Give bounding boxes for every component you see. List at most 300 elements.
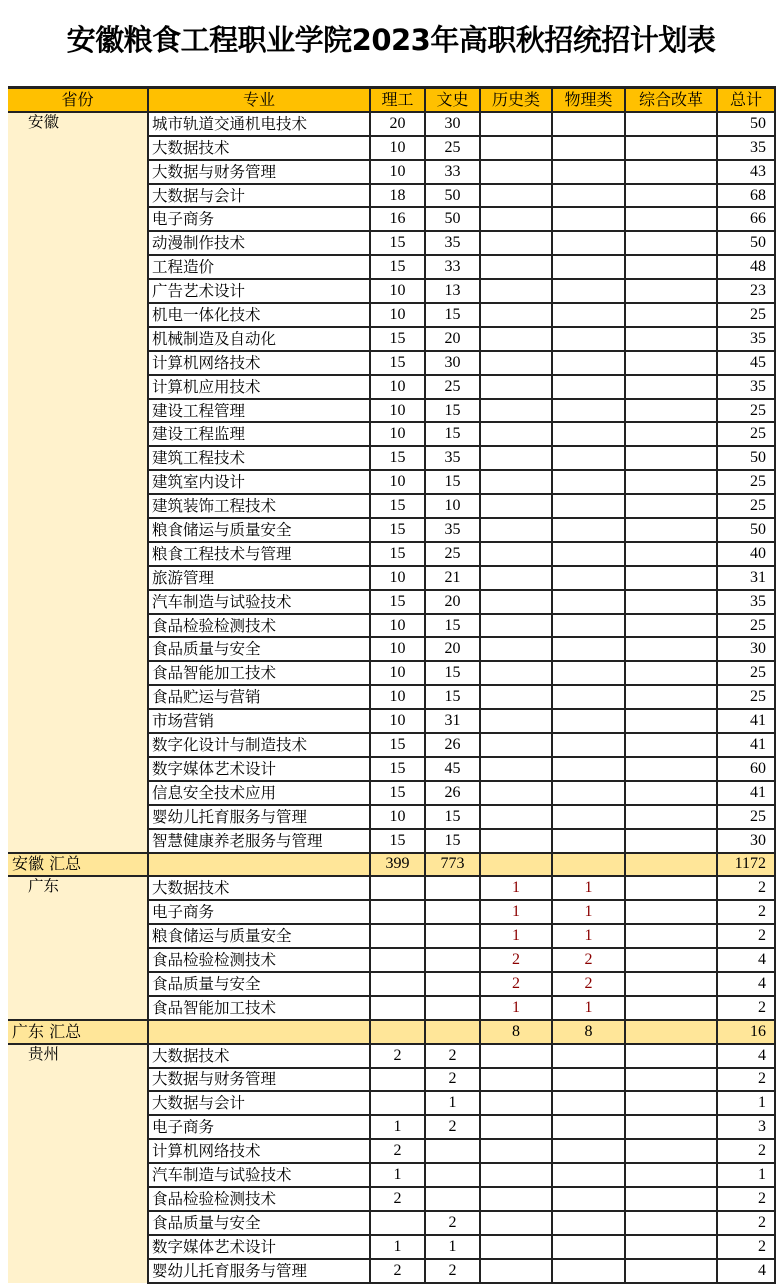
header-comprehensive: 综合改革	[625, 88, 717, 112]
comprehensive-cell	[625, 1139, 717, 1163]
total-cell: 2	[717, 1211, 775, 1235]
arts-cell: 25	[425, 375, 480, 399]
arts-cell: 25	[425, 542, 480, 566]
major-cell: 食品检验检测技术	[148, 948, 370, 972]
history-cell	[480, 661, 552, 685]
total-cell: 40	[717, 542, 775, 566]
physics-cell	[552, 1235, 625, 1259]
science-cell: 15	[370, 542, 425, 566]
comprehensive-cell	[625, 590, 717, 614]
comprehensive-cell	[625, 614, 717, 638]
arts-cell: 1	[425, 1235, 480, 1259]
major-cell: 婴幼儿托育服务与管理	[148, 805, 370, 829]
major-cell: 计算机应用技术	[148, 375, 370, 399]
comprehensive-cell	[625, 996, 717, 1020]
arts-cell: 2	[425, 1115, 480, 1139]
comprehensive-cell	[625, 207, 717, 231]
physics-cell: 1	[552, 924, 625, 948]
physics-cell: 1	[552, 876, 625, 900]
arts-cell: 30	[425, 351, 480, 375]
arts-cell	[425, 972, 480, 996]
physics-cell	[552, 184, 625, 208]
physics-cell	[552, 136, 625, 160]
total-cell: 2	[717, 1139, 775, 1163]
arts-cell: 33	[425, 160, 480, 184]
history-cell	[480, 1259, 552, 1283]
science-cell: 2	[370, 1187, 425, 1211]
enrollment-plan-table	[8, 86, 776, 1284]
science-cell: 10	[370, 279, 425, 303]
total-cell: 25	[717, 494, 775, 518]
major-cell: 大数据技术	[148, 876, 370, 900]
physics-cell	[552, 494, 625, 518]
history-cell: 1	[480, 900, 552, 924]
physics-cell	[552, 805, 625, 829]
arts-cell	[425, 948, 480, 972]
physics-cell	[552, 709, 625, 733]
total-cell: 4	[717, 972, 775, 996]
science-cell: 15	[370, 829, 425, 853]
comprehensive-cell	[625, 494, 717, 518]
science-cell: 15	[370, 781, 425, 805]
arts-cell	[425, 900, 480, 924]
arts-cell: 20	[425, 327, 480, 351]
history-cell: 1	[480, 996, 552, 1020]
major-cell: 机械制造及自动化	[148, 327, 370, 351]
physics-cell	[552, 303, 625, 327]
science-cell: 10	[370, 375, 425, 399]
comprehensive-cell	[625, 1259, 717, 1283]
history-cell	[480, 351, 552, 375]
history-cell	[480, 1235, 552, 1259]
total-cell: 45	[717, 351, 775, 375]
comprehensive-cell	[625, 948, 717, 972]
science-cell: 10	[370, 661, 425, 685]
major-cell: 城市轨道交通机电技术	[148, 112, 370, 136]
total-cell: 60	[717, 757, 775, 781]
comprehensive-cell	[625, 1068, 717, 1092]
history-cell	[480, 279, 552, 303]
history-cell	[480, 1115, 552, 1139]
major-cell: 信息安全技术应用	[148, 781, 370, 805]
major-cell: 旅游管理	[148, 566, 370, 590]
total-cell: 1	[717, 1091, 775, 1115]
comprehensive-cell	[625, 422, 717, 446]
comprehensive-cell	[625, 685, 717, 709]
science-cell: 2	[370, 1259, 425, 1283]
arts-cell: 35	[425, 518, 480, 542]
total-total-cell: 1172	[717, 853, 775, 877]
arts-cell	[425, 996, 480, 1020]
physics-cell	[552, 1044, 625, 1068]
total-cell: 25	[717, 685, 775, 709]
physics-cell	[552, 279, 625, 303]
major-cell: 工程造价	[148, 255, 370, 279]
arts-cell: 30	[425, 112, 480, 136]
science-cell: 18	[370, 184, 425, 208]
arts-cell: 35	[425, 446, 480, 470]
total-cell: 66	[717, 207, 775, 231]
total-cell: 30	[717, 829, 775, 853]
major-cell: 汽车制造与试验技术	[148, 590, 370, 614]
history-cell	[480, 685, 552, 709]
header-arts: 文史	[425, 88, 480, 112]
major-cell: 广告艺术设计	[148, 279, 370, 303]
arts-cell: 15	[425, 470, 480, 494]
major-cell: 建设工程管理	[148, 399, 370, 423]
science-cell: 1	[370, 1115, 425, 1139]
science-cell	[370, 1068, 425, 1092]
science-cell: 10	[370, 614, 425, 638]
history-cell	[480, 303, 552, 327]
science-cell: 20	[370, 112, 425, 136]
major-cell: 食品检验检测技术	[148, 614, 370, 638]
physics-cell	[552, 470, 625, 494]
history-cell	[480, 112, 552, 136]
total-cell: 31	[717, 566, 775, 590]
physics-cell: 1	[552, 996, 625, 1020]
table-row	[8, 112, 775, 136]
history-cell	[480, 327, 552, 351]
history-cell	[480, 757, 552, 781]
science-cell: 16	[370, 207, 425, 231]
comprehensive-cell	[625, 566, 717, 590]
physics-cell	[552, 685, 625, 709]
header-physics: 物理类	[552, 88, 625, 112]
physics-cell	[552, 231, 625, 255]
total-cell: 2	[717, 924, 775, 948]
major-cell: 数字媒体艺术设计	[148, 757, 370, 781]
comprehensive-cell	[625, 279, 717, 303]
total-cell: 4	[717, 1044, 775, 1068]
major-cell: 大数据与财务管理	[148, 160, 370, 184]
physics-cell	[552, 399, 625, 423]
history-cell	[480, 231, 552, 255]
arts-cell: 20	[425, 637, 480, 661]
province-cell: 广东	[8, 876, 148, 1019]
history-cell	[480, 829, 552, 853]
science-cell: 10	[370, 470, 425, 494]
total-cell: 41	[717, 781, 775, 805]
header-history: 历史类	[480, 88, 552, 112]
total-cell: 2	[717, 900, 775, 924]
comprehensive-cell	[625, 112, 717, 136]
major-cell: 食品质量与安全	[148, 637, 370, 661]
physics-cell	[552, 518, 625, 542]
physics-cell	[552, 566, 625, 590]
comprehensive-cell	[625, 518, 717, 542]
comprehensive-cell	[625, 1235, 717, 1259]
physics-cell	[552, 1139, 625, 1163]
comprehensive-cell	[625, 327, 717, 351]
summary-row	[8, 853, 775, 877]
major-cell: 建筑工程技术	[148, 446, 370, 470]
major-cell: 食品质量与安全	[148, 972, 370, 996]
history-cell	[480, 470, 552, 494]
science-cell	[370, 996, 425, 1020]
science-cell: 2	[370, 1044, 425, 1068]
physics-cell	[552, 207, 625, 231]
physics-cell	[552, 637, 625, 661]
arts-cell: 26	[425, 733, 480, 757]
table-row	[8, 876, 775, 900]
major-cell	[148, 853, 370, 877]
physics-cell: 1	[552, 900, 625, 924]
arts-cell: 25	[425, 136, 480, 160]
major-cell: 粮食储运与质量安全	[148, 518, 370, 542]
science-cell: 15	[370, 518, 425, 542]
science-cell	[370, 900, 425, 924]
major-cell: 机电一体化技术	[148, 303, 370, 327]
science-total-cell: 399	[370, 853, 425, 877]
science-cell: 15	[370, 231, 425, 255]
physics-cell	[552, 112, 625, 136]
total-cell: 41	[717, 709, 775, 733]
physics-cell	[552, 255, 625, 279]
total-cell: 30	[717, 637, 775, 661]
physics-cell	[552, 446, 625, 470]
science-cell: 15	[370, 733, 425, 757]
comprehensive-cell	[625, 375, 717, 399]
comprehensive-cell	[625, 757, 717, 781]
history-cell	[480, 1091, 552, 1115]
science-cell	[370, 972, 425, 996]
science-cell: 15	[370, 327, 425, 351]
major-cell: 建筑装饰工程技术	[148, 494, 370, 518]
total-cell: 35	[717, 327, 775, 351]
arts-cell	[425, 876, 480, 900]
total-cell: 48	[717, 255, 775, 279]
arts-cell: 15	[425, 829, 480, 853]
total-cell: 25	[717, 399, 775, 423]
physics-cell	[552, 327, 625, 351]
physics-cell	[552, 590, 625, 614]
arts-cell: 10	[425, 494, 480, 518]
total-cell: 68	[717, 184, 775, 208]
total-cell: 2	[717, 996, 775, 1020]
comprehensive-cell	[625, 184, 717, 208]
history-cell	[480, 542, 552, 566]
history-cell	[480, 399, 552, 423]
major-cell: 大数据技术	[148, 136, 370, 160]
total-cell: 41	[717, 733, 775, 757]
comprehensive-cell	[625, 900, 717, 924]
comprehensive-cell	[625, 876, 717, 900]
major-cell: 电子商务	[148, 1115, 370, 1139]
summary-label: 安徽 汇总	[8, 853, 148, 877]
major-cell	[148, 1020, 370, 1044]
science-cell: 10	[370, 566, 425, 590]
history-cell	[480, 184, 552, 208]
history-cell	[480, 494, 552, 518]
physics-cell	[552, 1091, 625, 1115]
physics-cell	[552, 1187, 625, 1211]
arts-cell	[425, 1163, 480, 1187]
history-cell: 2	[480, 972, 552, 996]
science-cell: 15	[370, 494, 425, 518]
science-cell: 10	[370, 805, 425, 829]
comprehensive-cell	[625, 351, 717, 375]
arts-cell: 1	[425, 1091, 480, 1115]
total-cell: 50	[717, 231, 775, 255]
arts-cell: 2	[425, 1044, 480, 1068]
physics-cell	[552, 375, 625, 399]
arts-cell: 15	[425, 303, 480, 327]
arts-cell: 31	[425, 709, 480, 733]
total-cell: 25	[717, 422, 775, 446]
major-cell: 汽车制造与试验技术	[148, 1163, 370, 1187]
arts-cell: 2	[425, 1211, 480, 1235]
arts-cell: 26	[425, 781, 480, 805]
header-total: 总计	[717, 88, 775, 112]
history-cell	[480, 136, 552, 160]
science-cell: 15	[370, 446, 425, 470]
comprehensive-cell	[625, 924, 717, 948]
history-cell	[480, 1139, 552, 1163]
science-cell: 15	[370, 757, 425, 781]
province-cell: 安徽	[8, 112, 148, 853]
major-cell: 食品智能加工技术	[148, 661, 370, 685]
arts-cell: 50	[425, 184, 480, 208]
science-cell: 10	[370, 136, 425, 160]
history-cell	[480, 207, 552, 231]
history-cell	[480, 590, 552, 614]
header-science: 理工	[370, 88, 425, 112]
science-cell	[370, 948, 425, 972]
major-cell: 大数据与财务管理	[148, 1068, 370, 1092]
total-cell: 25	[717, 661, 775, 685]
total-cell: 2	[717, 1187, 775, 1211]
history-cell	[480, 637, 552, 661]
science-cell	[370, 924, 425, 948]
comprehensive-cell	[625, 733, 717, 757]
comprehensive-cell	[625, 1044, 717, 1068]
major-cell: 建筑室内设计	[148, 470, 370, 494]
comprehensive-cell	[625, 1115, 717, 1139]
major-cell: 电子商务	[148, 900, 370, 924]
science-cell	[370, 1091, 425, 1115]
arts-cell: 35	[425, 231, 480, 255]
total-cell: 23	[717, 279, 775, 303]
header-major: 专业	[148, 88, 370, 112]
physics-cell	[552, 733, 625, 757]
total-cell: 35	[717, 590, 775, 614]
science-cell: 10	[370, 685, 425, 709]
history-cell	[480, 614, 552, 638]
major-cell: 大数据技术	[148, 1044, 370, 1068]
comprehensive-cell	[625, 231, 717, 255]
arts-cell: 33	[425, 255, 480, 279]
arts-cell: 2	[425, 1068, 480, 1092]
physics-cell	[552, 1163, 625, 1187]
arts-cell: 20	[425, 590, 480, 614]
major-cell: 市场营销	[148, 709, 370, 733]
history-total-cell: 8	[480, 1020, 552, 1044]
history-cell: 1	[480, 876, 552, 900]
total-cell: 50	[717, 112, 775, 136]
major-cell: 智慧健康养老服务与管理	[148, 829, 370, 853]
science-cell: 10	[370, 709, 425, 733]
history-cell	[480, 1187, 552, 1211]
science-cell: 10	[370, 422, 425, 446]
history-cell: 2	[480, 948, 552, 972]
comprehensive-total-cell	[625, 1020, 717, 1044]
history-cell	[480, 1211, 552, 1235]
physics-cell	[552, 1259, 625, 1283]
comprehensive-cell	[625, 303, 717, 327]
arts-cell	[425, 1187, 480, 1211]
history-cell	[480, 709, 552, 733]
physics-cell	[552, 1068, 625, 1092]
major-cell: 粮食储运与质量安全	[148, 924, 370, 948]
history-cell	[480, 160, 552, 184]
major-cell: 食品质量与安全	[148, 1211, 370, 1235]
total-cell: 43	[717, 160, 775, 184]
physics-total-cell: 8	[552, 1020, 625, 1044]
header-row	[8, 88, 775, 112]
history-cell	[480, 805, 552, 829]
major-cell: 建设工程监理	[148, 422, 370, 446]
comprehensive-cell	[625, 972, 717, 996]
major-cell: 数字媒体艺术设计	[148, 1235, 370, 1259]
science-cell: 10	[370, 160, 425, 184]
summary-label: 广东 汇总	[8, 1020, 148, 1044]
arts-cell: 45	[425, 757, 480, 781]
comprehensive-cell	[625, 136, 717, 160]
total-cell: 50	[717, 518, 775, 542]
major-cell: 大数据与会计	[148, 184, 370, 208]
history-cell	[480, 1044, 552, 1068]
major-cell: 食品贮运与营销	[148, 685, 370, 709]
history-cell	[480, 781, 552, 805]
science-cell: 15	[370, 351, 425, 375]
science-cell: 2	[370, 1139, 425, 1163]
history-cell	[480, 446, 552, 470]
major-cell: 动漫制作技术	[148, 231, 370, 255]
total-cell: 35	[717, 136, 775, 160]
physics-total-cell	[552, 853, 625, 877]
history-total-cell	[480, 853, 552, 877]
total-cell: 2	[717, 1235, 775, 1259]
physics-cell	[552, 829, 625, 853]
page-title: 安徽粮食工程职业学院2023年高职秋招统招计划表	[66, 23, 716, 57]
comprehensive-cell	[625, 542, 717, 566]
comprehensive-cell	[625, 805, 717, 829]
total-cell: 25	[717, 303, 775, 327]
arts-cell: 15	[425, 422, 480, 446]
comprehensive-cell	[625, 255, 717, 279]
major-cell: 大数据与会计	[148, 1091, 370, 1115]
science-cell	[370, 876, 425, 900]
arts-cell: 15	[425, 805, 480, 829]
comprehensive-cell	[625, 1211, 717, 1235]
comprehensive-cell	[625, 446, 717, 470]
physics-cell	[552, 160, 625, 184]
major-cell: 粮食工程技术与管理	[148, 542, 370, 566]
major-cell: 食品智能加工技术	[148, 996, 370, 1020]
comprehensive-cell	[625, 829, 717, 853]
physics-cell	[552, 542, 625, 566]
total-cell: 25	[717, 805, 775, 829]
science-cell: 10	[370, 399, 425, 423]
history-cell	[480, 255, 552, 279]
arts-total-cell: 773	[425, 853, 480, 877]
comprehensive-cell	[625, 709, 717, 733]
science-cell: 1	[370, 1235, 425, 1259]
arts-cell	[425, 924, 480, 948]
total-cell: 4	[717, 948, 775, 972]
major-cell: 电子商务	[148, 207, 370, 231]
